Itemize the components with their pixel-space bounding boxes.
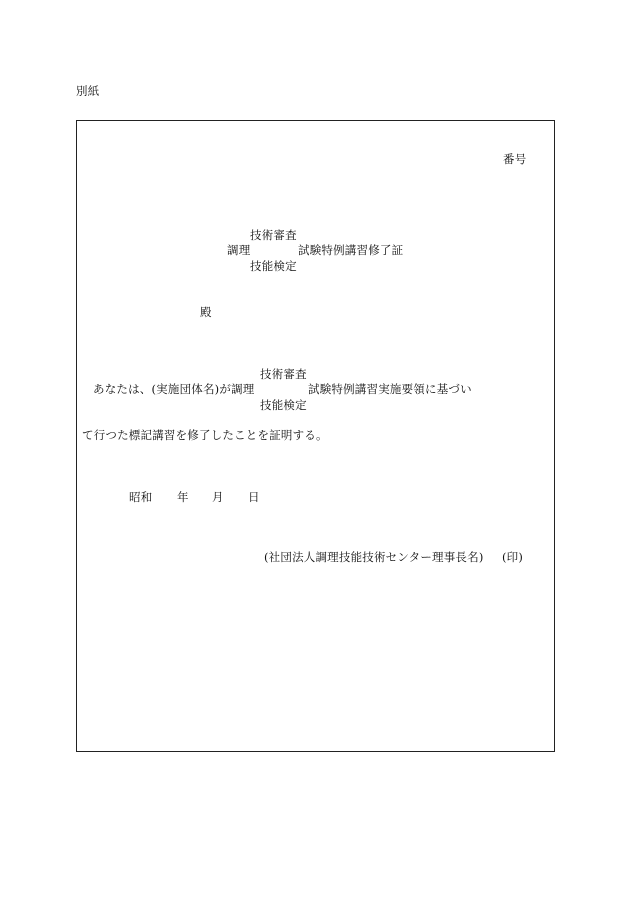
body-text-left: あなたは、(実施団体名)が調理	[93, 382, 255, 396]
date-era: 昭和	[129, 490, 153, 504]
body-option-skill-test: 技能検定	[260, 398, 307, 412]
seal-mark: (印)	[502, 550, 524, 564]
title-suffix: 試験特例講習修了証	[298, 243, 404, 257]
date-year: 年	[177, 490, 189, 504]
attachment-label: 別紙	[76, 84, 100, 98]
number-label: 番号	[503, 152, 527, 166]
body-option-technical-review: 技術審査	[260, 367, 307, 381]
title-option-skill-test: 技能検定	[250, 259, 297, 273]
body-text-right: 試験特例講習実施要領に基づい	[308, 382, 472, 396]
date-day: 日	[248, 490, 260, 504]
date-month: 月	[212, 490, 224, 504]
title-prefix: 調理	[227, 243, 251, 257]
body-text-line2: て行つた標記講習を修了したことを証明する。	[82, 428, 328, 442]
issuer-name: (社団法人調理技能技術センター理事長名)	[264, 550, 484, 564]
addressee-honorific: 殿	[200, 305, 212, 319]
title-option-technical-review: 技術審査	[250, 228, 297, 242]
